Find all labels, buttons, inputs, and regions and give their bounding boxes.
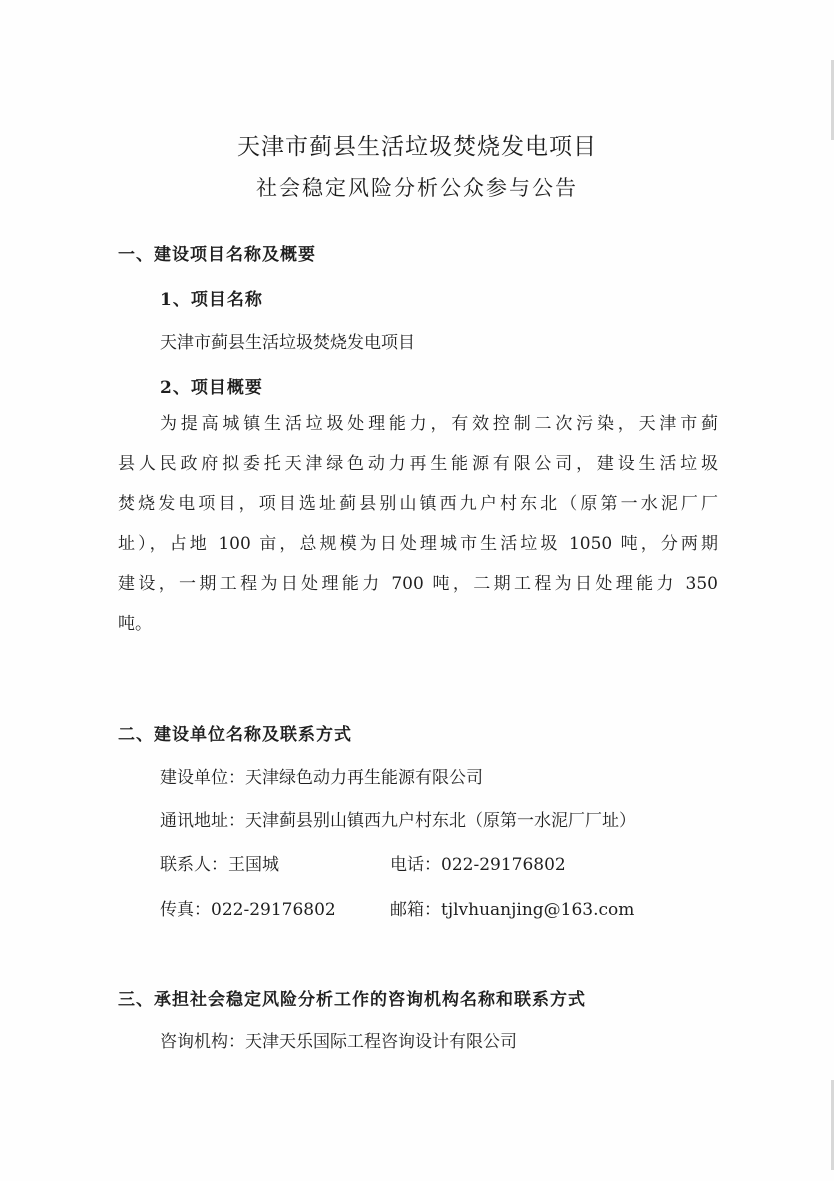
summary-line: 建设，一期工程为日处理能力 700 吨，二期工程为日处理能力 350 (118, 574, 718, 594)
summary-line: 县人民政府拟委托天津绿色动力再生能源有限公司，建设生活垃圾 (118, 454, 718, 474)
section3-heading: 三、承担社会稳定风险分析工作的咨询机构名称和联系方式 (118, 990, 586, 1010)
fax-number: 传真：022-29176802 (160, 900, 336, 920)
summary-line: 吨。 (118, 614, 152, 634)
contact-person: 联系人：王国城 (160, 855, 279, 875)
mailing-address: 通讯地址：天津蓟县别山镇西九户村东北（原第一水泥厂厂址） (160, 811, 636, 831)
phone-number: 电话：022-29176802 (390, 855, 566, 875)
section2-heading: 二、建设单位名称及联系方式 (118, 725, 352, 745)
project-name: 天津市蓟县生活垃圾焚烧发电项目 (160, 333, 415, 353)
item2-heading: 2、项目概要 (160, 378, 263, 398)
summary-line: 为提高城镇生活垃圾处理能力，有效控制二次污染，天津市蓟 (160, 414, 718, 434)
consulting-agency: 咨询机构：天津天乐国际工程咨询设计有限公司 (160, 1032, 517, 1052)
item1-heading: 1、项目名称 (160, 290, 263, 310)
document-title: 天津市蓟县生活垃圾焚烧发电项目 (237, 134, 597, 160)
section1-heading: 一、建设项目名称及概要 (118, 245, 316, 265)
project-summary (118, 404, 718, 644)
summary-line: 焚烧发电项目，项目选址蓟县别山镇西九户村东北（原第一水泥厂厂 (118, 494, 718, 514)
summary-line: 址），占地 100 亩，总规模为日处理城市生活垃圾 1050 吨，分两期 (118, 534, 718, 554)
document-subtitle: 社会稳定风险分析公众参与公告 (256, 176, 578, 200)
email-address: 邮箱：tjlvhuanjing@163.com (390, 900, 635, 920)
construction-unit: 建设单位：天津绿色动力再生能源有限公司 (160, 768, 483, 788)
